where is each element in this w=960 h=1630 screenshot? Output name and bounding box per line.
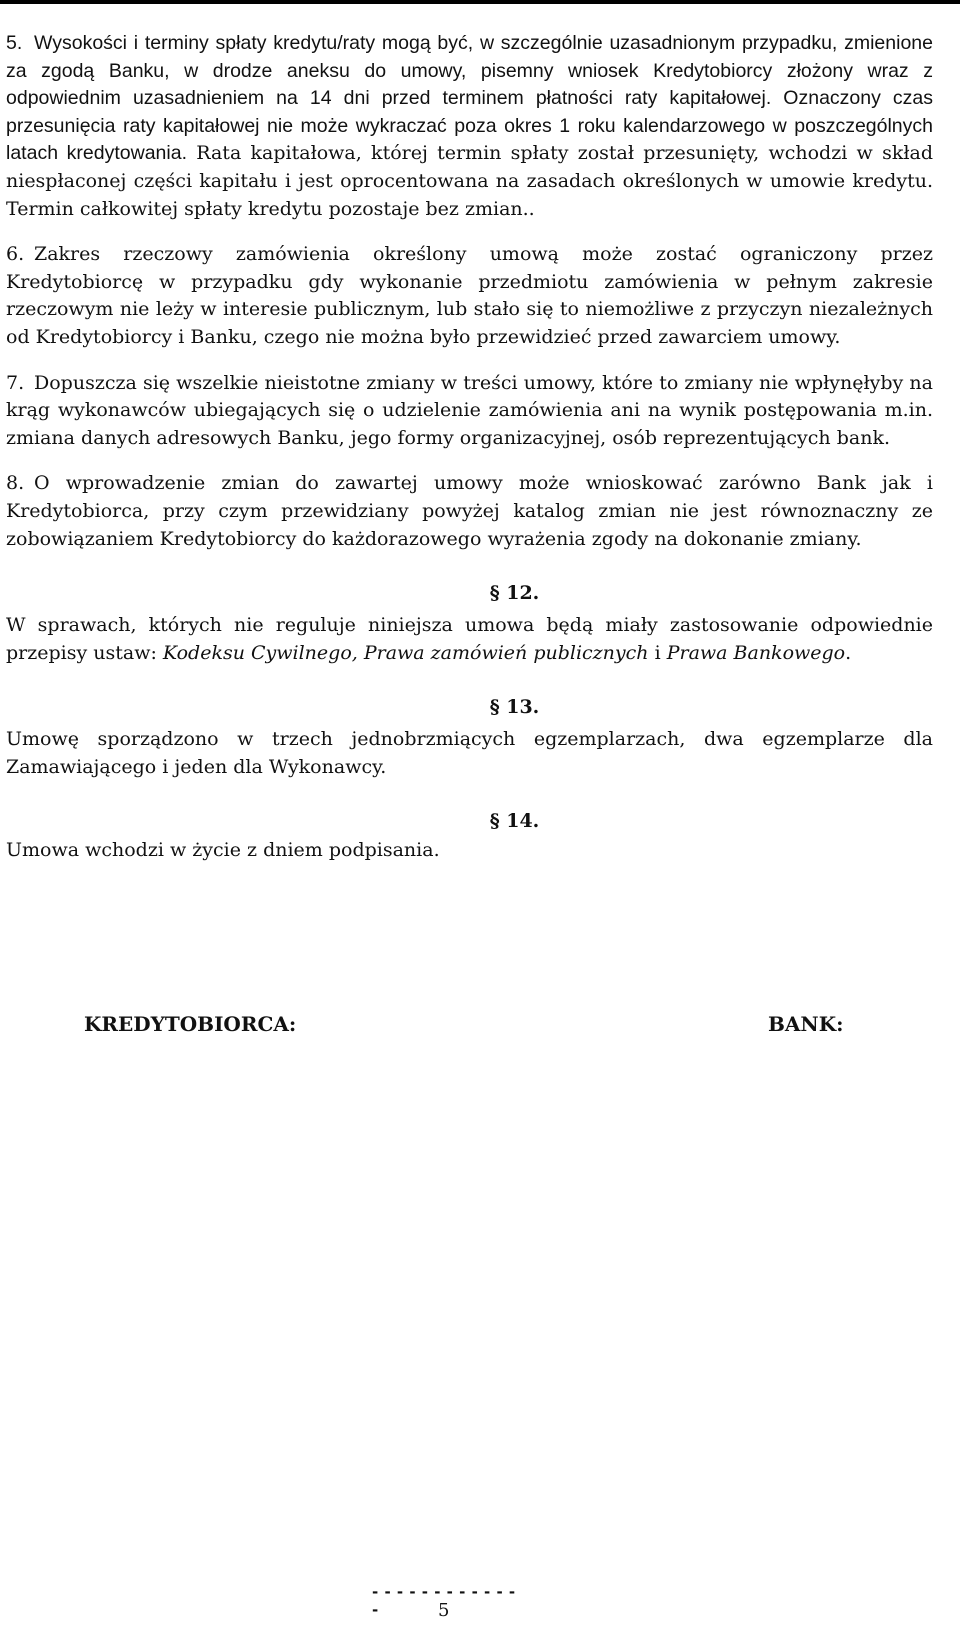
clause-text-part-b: Oznaczony czas przesunięcia raty kapitałowej nie może wykraczać poza okres 1 roku kalendarzowego w poszczególnych latach kredytowania. — [6, 87, 933, 165]
signature-label-bank: BANK: — [768, 1012, 844, 1036]
section-12-period: . — [845, 641, 852, 664]
clause-number: 5. — [6, 32, 23, 54]
signature-block — [0, 1012, 960, 1042]
clause-7 — [6, 370, 933, 453]
clause-text: O wprowadzenie zmian do zawartej umowy może wnioskować zarówno Bank jak i Kredytobiorca, przy czym przewidziany powyżej katalog zmian nie jest równoznaczny ze zobowiązaniem Kredytobiorcy do każdorazowego wyrażenia zgody na dokonanie zmiany. — [6, 472, 933, 550]
top-rule — [0, 0, 960, 4]
section-12-text-start: W sprawach, których nie reguluje niniejsza umowa będą miały zastosowanie odpowiednie przepisy ustaw: — [6, 614, 933, 664]
section-14-text: Umowa wchodzi w życie z dniem podpisania. — [6, 839, 440, 862]
section-12-text — [6, 612, 933, 667]
clause-text-part-c: Rata kapitałowa, której termin spłaty został przesunięty, wchodzi w skład niespłaconej części kapitału i jest oprocentowana na zasadach określonych w umowie kredytu. — [6, 142, 933, 192]
clause-text: Zakres rzeczowy zamówienia określony umową może zostać ograniczony przez Kredytobiorcę w przypadku gdy wykonanie przedmiotu zamówienia w pełnym zakresie rzeczowym nie leży w interesie publicznym, lub stało się to niemożliwe z przyczyn niezależnych od Kredytobiorcy i Banku, czego nie można było przewidzieć przed zawarciem umowy. — [6, 243, 933, 348]
section-heading-13: § 13. — [489, 696, 540, 719]
section-12-italic-acts: Kodeksu Cywilnego, Prawa zamówień publicznych — [162, 641, 649, 664]
page-number: 5 — [438, 1600, 450, 1621]
clause-text-part-d: Termin całkowitej spłaty kredytu pozostaje bez zmian.. — [6, 197, 535, 220]
section-heading-14: § 14. — [489, 810, 540, 833]
clause-6 — [6, 241, 933, 351]
clause-5 — [6, 30, 933, 223]
section-12-conjunction: i — [648, 641, 667, 664]
clause-number: 6. — [6, 243, 25, 266]
section-12-italic-banking-law: Prawa Bankowego — [666, 641, 846, 664]
document-page — [6, 30, 933, 865]
signature-label-borrower: KREDYTOBIORCA: — [84, 1012, 297, 1036]
clause-text: Dopuszcza się wszelkie nieistotne zmiany w treści umowy, które to zmiany nie wpłynęłyby na krąg wykonawców ubiegających się o udzielenie zamówienia ani na wynik postępowania m.in. zmiana danych adresowych Banku, jego formy organizacyjnej, osób reprezentujących bank. — [6, 371, 933, 449]
footer-separator: - - - - - - - - - - - - - — [372, 1583, 516, 1619]
clause-number: 7. — [6, 371, 25, 394]
section-13-text: Umowę sporządzono w trzech jednobrzmiących egzemplarzach, dwa egzemplarze dla Zamawiającego i jeden dla Wykonawcy. — [6, 728, 933, 778]
clause-number: 8. — [6, 472, 25, 495]
section-heading-12: § 12. — [489, 582, 540, 605]
clause-8 — [6, 470, 933, 553]
clause-text-part-a: Wysokości i terminy spłaty kredytu/raty mogą być, w szczególnie uzasadnionym przypadku, zmienione za zgodą Banku, w drodze aneksu do umowy, pisemny wniosek Kredytobiorcy złożony wraz z odpowiednim uzasadnieniem na 14 dni przed terminem płatności raty kapitałowej. — [6, 32, 933, 110]
